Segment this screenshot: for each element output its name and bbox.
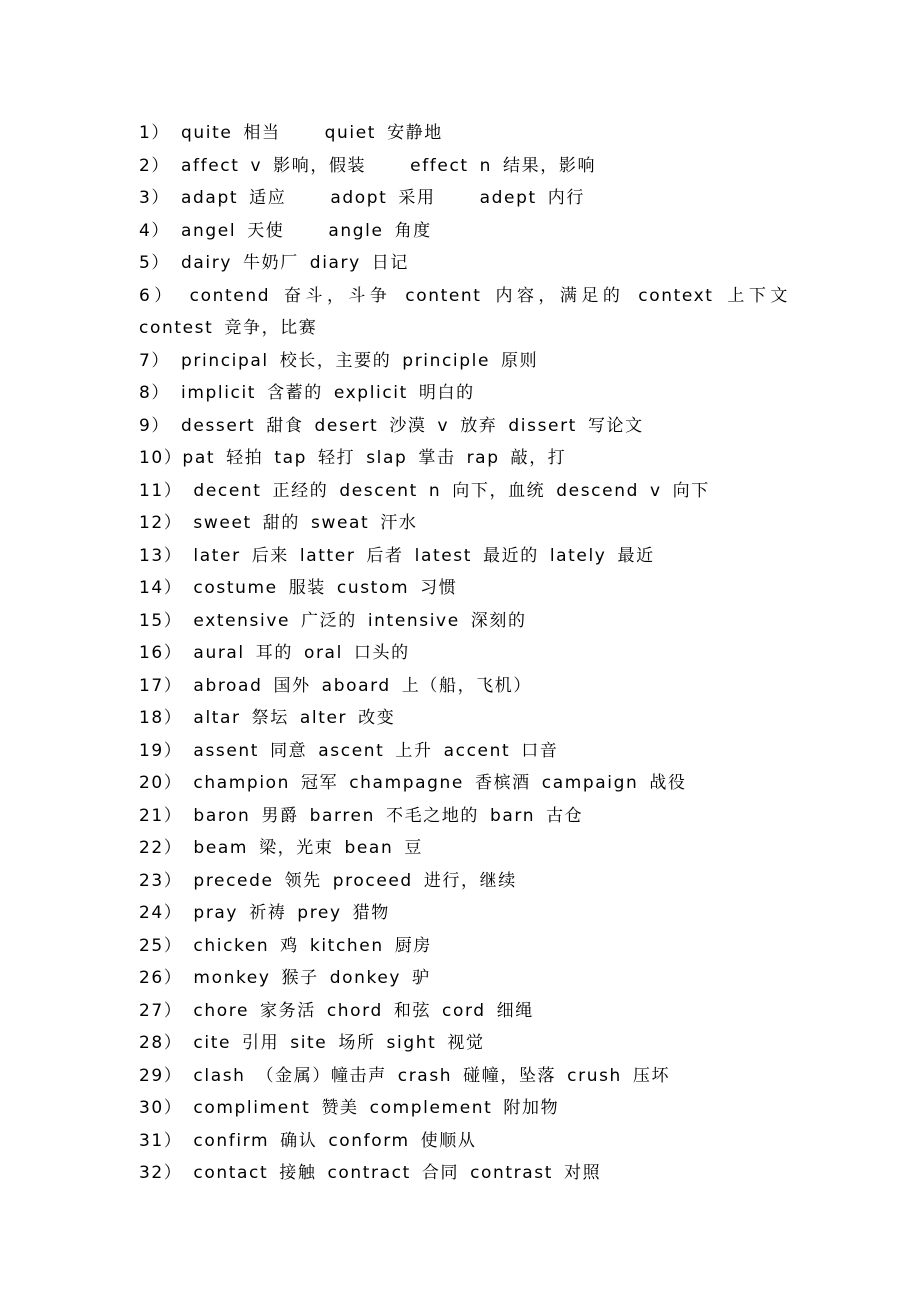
list-item: 2） affect v 影响，假装 effect n 结果，影响 — [139, 155, 597, 176]
list-item: 31） confirm 确认 conform 使顺从 — [139, 1130, 477, 1151]
list-item: 1） quite 相当 quiet 安静地 — [139, 123, 443, 143]
list-item: 25） chicken 鸡 kitchen 厨房 — [139, 935, 432, 956]
list-item: 3） adapt 适应 adopt 采用 adept 内行 — [139, 188, 585, 208]
list-item: 27） chore 家务活 chord 和弦 cord 细绳 — [139, 1000, 534, 1021]
list-item: 12） sweet 甜的 sweat 汗水 — [139, 513, 418, 533]
list-item: 23） precede 领先 proceed 进行，继续 — [139, 870, 517, 891]
list-item: 4） angel 天使 angle 角度 — [139, 220, 432, 241]
list-item: 14） costume 服装 custom 习惯 — [139, 578, 458, 598]
list-item: 5） dairy 牛奶厂 diary 日记 — [139, 253, 409, 273]
list-item: 11） decent 正经的 descent n 向下，血统 descend v 向下 — [139, 480, 710, 501]
list-item: 32） contact 接触 contract 合同 contrast 对照 — [139, 1163, 602, 1183]
list-item: 9） dessert 甜食 desert 沙漠 v 放弃 dissert 写论文 — [139, 415, 644, 436]
list-item: 10）pat 轻拍 tap 轻打 slap 掌击 rap 敲，打 — [139, 448, 567, 468]
list-item: 19） assent 同意 ascent 上升 accent 口音 — [139, 740, 559, 761]
list-item: 28） cite 引用 site 场所 sight 视觉 — [139, 1033, 485, 1053]
list-item: 24） pray 祈祷 prey 猎物 — [139, 903, 390, 923]
list-item: 30） compliment 赞美 complement 附加物 — [139, 1098, 560, 1118]
list-item: 15） extensive 广泛的 intensive 深刻的 — [139, 610, 527, 631]
list-item: 13） later 后来 latter 后者 latest 最近的 lately 最近 — [139, 545, 655, 566]
vocabulary-list — [139, 117, 801, 1190]
list-item: 18） altar 祭坛 alter 改变 — [139, 708, 396, 728]
list-item: 26） monkey 猴子 donkey 驴 — [139, 968, 431, 988]
list-item: 21） baron 男爵 barren 不毛之地的 barn 古仓 — [139, 805, 584, 826]
list-item: 20） champion 冠军 champagne 香槟酒 campaign 战役 — [139, 773, 687, 793]
list-item: 17） abroad 国外 aboard 上（船，飞机） — [139, 675, 532, 696]
list-item: 8） implicit 含蓄的 explicit 明白的 — [139, 383, 475, 403]
list-item: 7） principal 校长，主要的 principle 原则 — [139, 350, 539, 371]
list-item: 6） contend 奋斗，斗争 content 内容，满足的 context 上下文 contest 竞争，比赛 — [139, 285, 801, 338]
list-item: 16） aural 耳的 oral 口头的 — [139, 643, 410, 663]
list-item: 29） clash （金属）幢击声 crash 碰幢，坠落 crush 压坏 — [139, 1065, 671, 1086]
list-item: 22） beam 梁，光束 bean 豆 — [139, 838, 423, 858]
